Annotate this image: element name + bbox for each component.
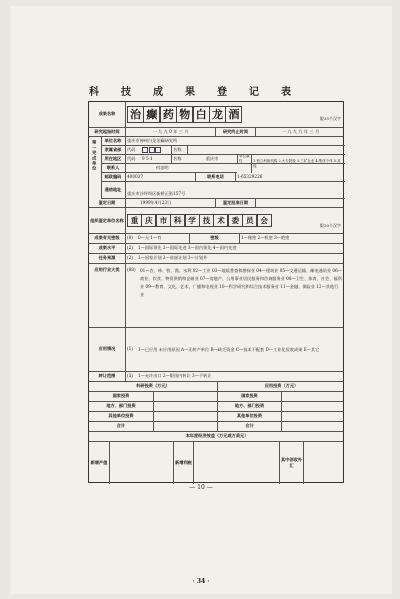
name-char-0: 治 [127,106,144,123]
unit-char-7: 委 [228,214,243,227]
application-investment-row-label: 其他单位投资 [217,412,281,421]
dept-name-label: 名称 [171,146,187,154]
appraisal-unit-value [127,214,271,227]
research-investment-row-label: 国家投资 [112,393,130,399]
apply-label: 应用情况 [98,346,116,352]
inner-page-number: — 10 — [189,484,213,491]
transfer-label: 转让范围 [98,373,116,379]
research-start-value: 一 九 九 0 年 三 月 [125,128,215,136]
unit-char-5: 技 [199,214,214,227]
research-investment-value [153,412,217,421]
unit-char-1: 庆 [141,214,156,227]
research-investment-label: 科研投资（万元） [136,383,170,389]
confidential-options: 0—无 1—有 [138,235,162,241]
application-investment-value [281,412,345,421]
postcode-value: 400037 [125,173,195,181]
unit-char-3: 科 [170,214,185,227]
appraisal-unit-label: 组织鉴定单位名称 [90,217,124,223]
dept-label: 隶属省部 [104,146,122,152]
unit-name-row [101,137,345,146]
apply-row [89,328,343,372]
export-earnings-label: 其中创收外汇 [279,442,303,484]
application-investment-value [281,422,345,431]
achievement-name-value [127,106,242,123]
research-time-label: 研究起始时间 [94,128,120,134]
name-char-3: 物 [176,106,193,123]
transfer-options: 1—允许出口 2—限国内转让 3—不转让 [138,373,212,379]
unit-char-8: 员 [242,214,257,227]
investment-row [89,392,343,402]
achievement-name-label: 成果名称 [98,111,116,117]
investment-row [89,402,343,412]
application-investment-value [281,402,345,411]
unit-name-label: 单位名称 [104,137,122,143]
location-code-value: 9 5 1 [142,155,153,161]
industry-value: (08) [125,264,139,327]
appraisal-date-label: 鉴定日期 [98,199,116,205]
secret-level-label: 密级 [189,234,239,243]
confidential-value: (0) [125,234,137,243]
location-name-label: 名称 [171,155,187,163]
research-investment-row-label: 地方、部门投资 [106,403,136,409]
investment-header-row [89,382,343,392]
phone-value: 1-65329226 [235,173,345,181]
level-value: (2) [125,244,137,253]
location-name-value: 重庆市 [205,155,219,161]
achievement-name-row [89,102,343,128]
unit-attr-label: 单位属性 [239,155,250,163]
address-label: 通信地址 [104,186,122,192]
investment-row [89,422,343,432]
application-investment-row-label: 合计 [217,422,281,431]
industry-label: 应用行业大类 [94,267,120,272]
appraisal-unit-note: 限20个汉字 [319,223,341,228]
transfer-value: (3) [125,372,137,381]
postcode-label: 邮政编码 [104,173,122,179]
industry-row [89,264,343,328]
contact-label: 联系人 [106,164,120,170]
level-options: 1—国际领先 2—国际先进 3—国内领先 4—国内先进 [138,245,237,251]
name-limit-note: 限35个汉字 [319,116,341,121]
unit-char-6: 术 [213,214,228,227]
dept-code-boxes [141,146,171,154]
contact-value: 何忠明 [125,164,237,172]
postcode-row [101,173,345,182]
unit-char-9: 会 [257,214,272,227]
document-page [10,6,392,594]
appraisal-unit-row [89,208,343,234]
research-investment-value [153,402,217,411]
research-investment-row-label: 其他单位投资 [108,413,134,419]
location-code-label: 代码 [125,155,141,163]
name-char-2: 药 [160,106,177,123]
benefit-header-row [89,432,343,442]
plan-label: 任务来源 [98,255,116,261]
name-char-5: 龙 [209,106,226,123]
plan-options: 1—国家计划 2—省部计划 3—计划外 [138,255,208,261]
confidential-row [89,234,343,244]
registration-form [88,101,344,483]
appraisal-date-row [89,199,343,208]
form-title: 科技成果登记表 [89,87,313,98]
contact-row [101,164,237,173]
investment-row [89,412,343,422]
address-row [101,182,345,199]
unit-char-2: 市 [156,214,171,227]
research-time-row [89,128,343,137]
level-label: 成果水平 [98,245,116,251]
research-investment-value [153,392,217,401]
research-end-value: 一 九 九 九 年 三 月 [255,128,345,136]
benefit-label: 本年度经济效益（万元或万美元） [185,433,249,439]
appraisal-approval-label: 鉴定批准日期 [215,199,255,207]
appraisal-date-value: 1999年4月23日 [125,199,215,207]
research-end-label: 研究终止时间 [215,128,255,136]
plan-row [89,254,343,264]
name-char-4: 白 [193,106,210,123]
benefit-values-row [89,442,343,484]
unit-attr-options: 1.独立科研机构 2.大专院校 3.工矿企业 4.集体个体 5.其他 [251,155,345,173]
secret-level-options: 1—秘密 2—机密 3—绝密 [239,234,345,243]
name-char-6: 酒 [225,106,242,123]
dept-code-label: 代码 [125,146,141,154]
name-char-1: 癫 [143,106,160,123]
unit-name-value: 重庆市神州白龙治癫研究所 [125,137,345,145]
application-investment-label: 应用投资（万元） [217,382,345,391]
apply-options: 1—已应用 未应用原因 A—无转产单位 B—缺乏资金 C—技术不配套 D—工业化验收成果 E—其它 [138,346,320,352]
application-investment-row-label: 地方、部门投资 [217,402,281,411]
new-profit-label: 新增利税 [173,442,193,484]
level-row [89,244,343,254]
phone-label: 联系电话 [195,173,235,181]
apply-value: (1) [125,328,137,371]
research-investment-value [153,422,217,431]
transfer-row [89,372,343,382]
first-unit-label: 第一完成单位 [92,140,98,172]
dept-row [101,146,345,155]
plan-value: (2) [125,254,137,263]
new-output-label: 新增产值 [90,460,108,466]
research-investment-row-label: 合计 [116,423,126,429]
location-label: 所在地区 [104,155,122,161]
address-value: 重庆市沙坪坝区新桥正街157号 [125,182,345,198]
application-investment-row-label: 国家投资 [217,392,281,401]
industry-options: 01—农、林、牧、渔、水利 02—工业 03—地质普查和勘探业 04—建筑业 05—交通运输、邮电通讯业 06—商业、饮食、物资供销和仓储业 07—房地产、公用事业居民服务和咨询服务业 08—卫生、体育、社会、福利业 09—教育、文化、艺术、广播和电视业 10—科学研究和综合技术服务业 11—金融、保险业 12—其他行业 [140,268,342,297]
footer-page-number: · 34 · [192,578,210,585]
unit-char-0: 重 [127,214,142,227]
application-investment-value [281,392,345,401]
unit-char-4: 学 [185,214,200,227]
confidential-label: 成果有无密级 [94,235,120,241]
